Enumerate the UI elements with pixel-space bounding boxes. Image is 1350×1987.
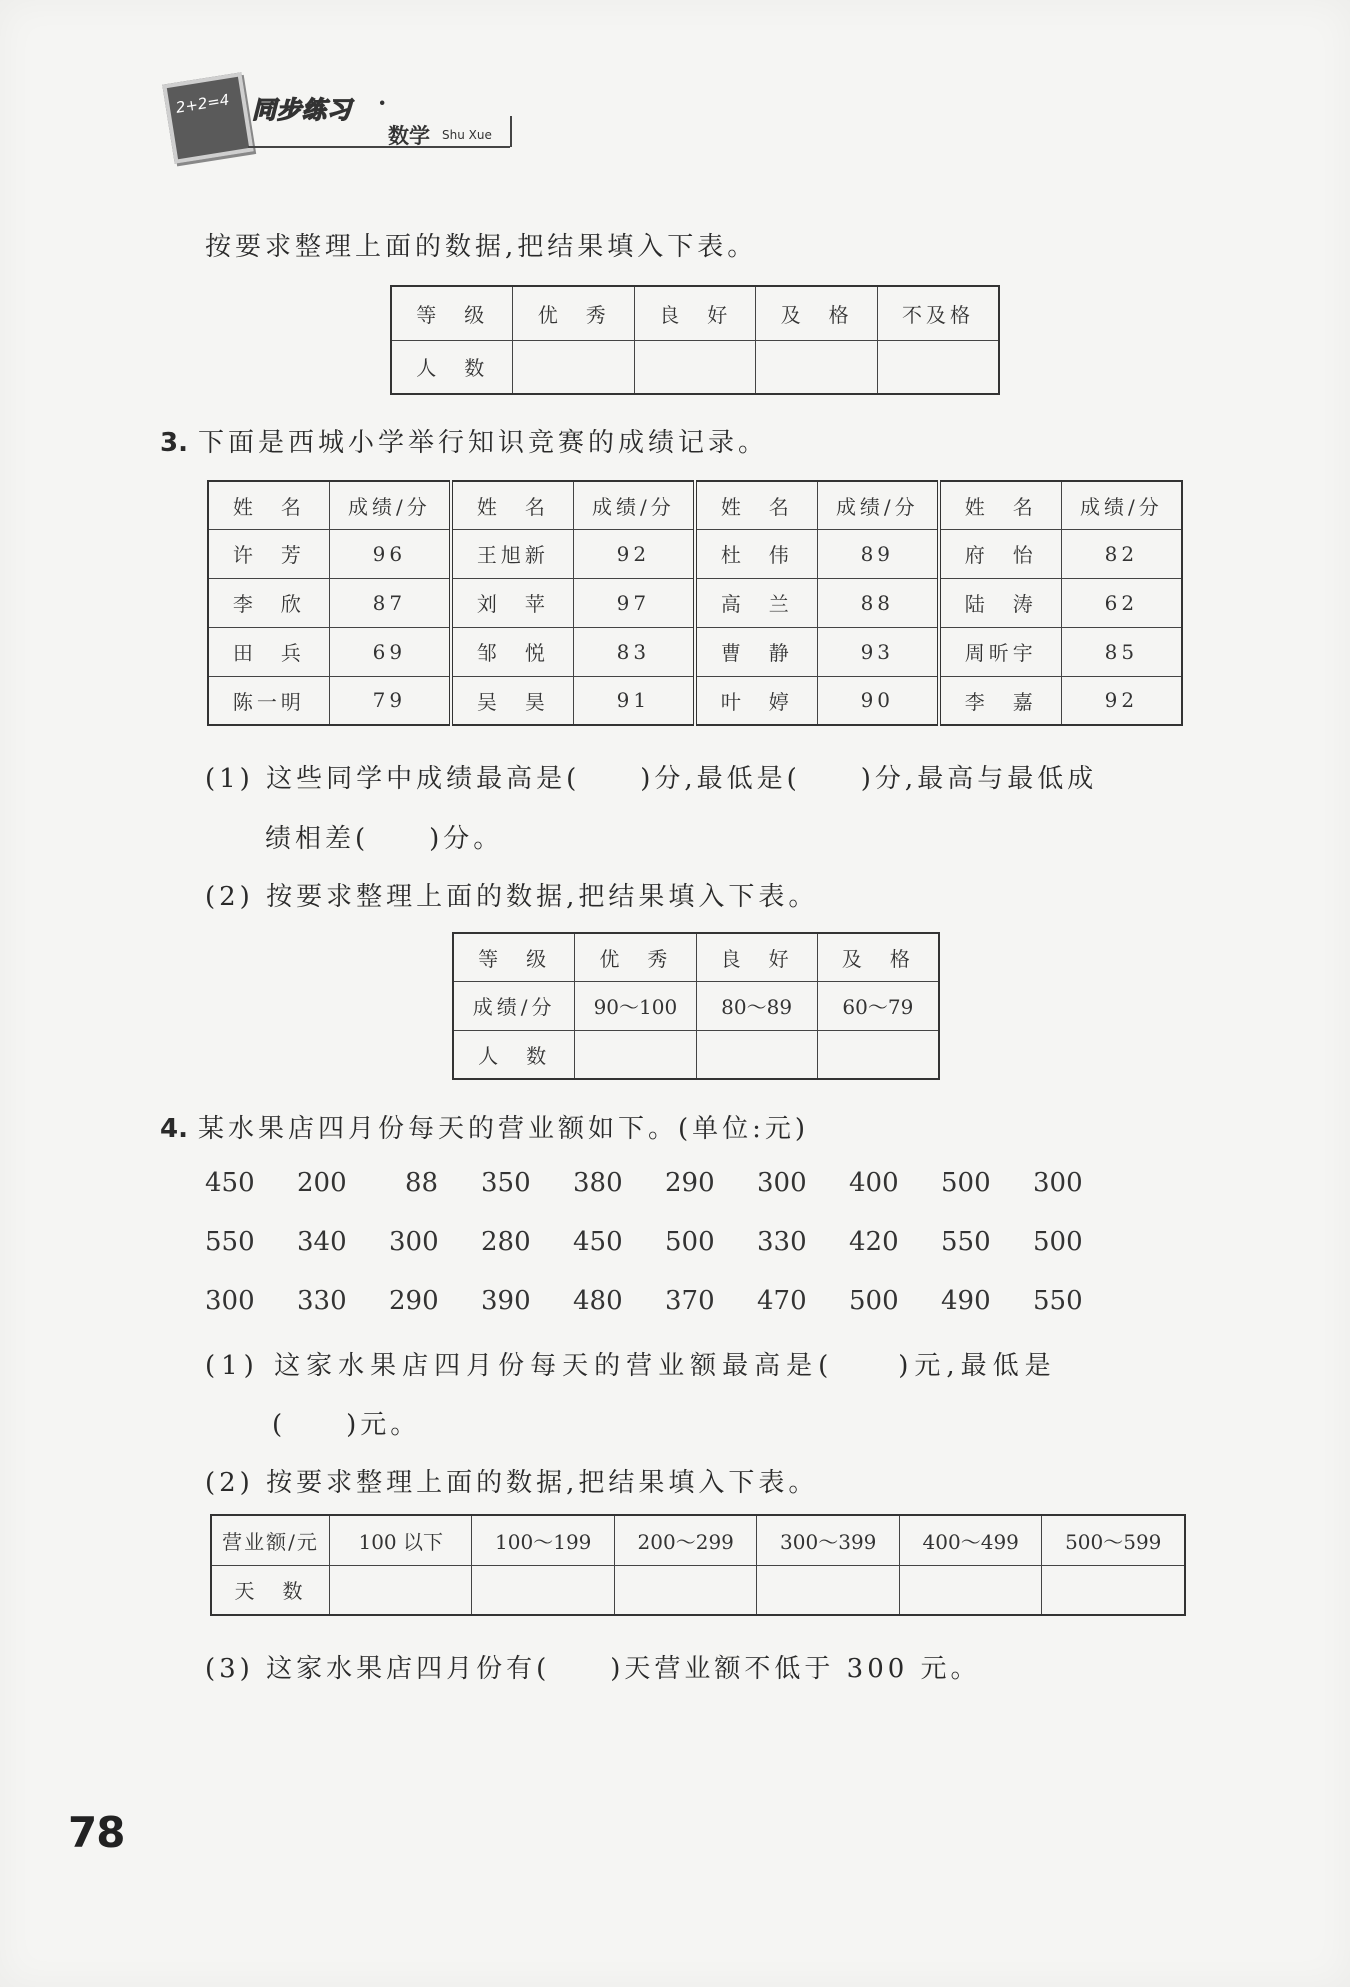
revenue-value: 300 xyxy=(205,1286,255,1316)
student-score: 93 xyxy=(817,627,939,676)
range-cell: 60～79 xyxy=(817,981,939,1030)
question-text: 某水果店四月份每天的营业额如下。(单位:元) xyxy=(197,1114,810,1144)
revenue-value: 550 xyxy=(205,1227,255,1257)
student-name: 李 欣 xyxy=(208,578,329,627)
row-label: 营业额/元 xyxy=(211,1515,329,1565)
grade-count-table xyxy=(390,285,1000,395)
answer-cell[interactable] xyxy=(513,340,634,394)
revenue-value: 290 xyxy=(665,1168,715,1198)
answer-cell[interactable] xyxy=(756,340,877,394)
table-header-cell: 优 秀 xyxy=(575,933,696,981)
student-name: 杜 伟 xyxy=(695,529,817,578)
blackboard-icon xyxy=(162,72,254,164)
revenue-value: 450 xyxy=(573,1227,623,1257)
student-name: 曹 静 xyxy=(695,627,817,676)
range-cell: 90～100 xyxy=(575,981,696,1030)
student-name: 邹 悦 xyxy=(451,627,573,676)
revenue-value: 330 xyxy=(757,1227,807,1257)
student-name: 许 芳 xyxy=(208,529,329,578)
range-cell: 100 以下 xyxy=(329,1515,472,1565)
score-record-table xyxy=(207,480,1183,726)
answer-cell[interactable] xyxy=(575,1030,696,1079)
subject-label: 数学 xyxy=(388,124,430,148)
revenue-value: 390 xyxy=(481,1286,531,1316)
question-text: 下面是西城小学举行知识竞赛的成绩记录。 xyxy=(197,428,768,458)
revenue-value: 490 xyxy=(941,1286,991,1316)
title-dot: · xyxy=(378,88,387,117)
student-score: 92 xyxy=(1061,676,1182,725)
grade-range-table xyxy=(452,932,940,1080)
question-3 xyxy=(160,422,768,459)
student-name: 李 嘉 xyxy=(939,676,1061,725)
student-score: 88 xyxy=(817,578,939,627)
answer-cell[interactable] xyxy=(472,1565,615,1615)
range-cell: 100～199 xyxy=(472,1515,615,1565)
revenue-value: 300 xyxy=(757,1168,807,1198)
row-label: 人 数 xyxy=(391,340,513,394)
student-name: 周昕宇 xyxy=(939,627,1061,676)
student-name: 陆 涛 xyxy=(939,578,1061,627)
row-label: 人 数 xyxy=(453,1030,575,1079)
answer-cell[interactable] xyxy=(877,340,999,394)
score-header: 成绩/分 xyxy=(329,481,451,529)
revenue-value: 200 xyxy=(297,1168,347,1198)
question-number: 3. xyxy=(160,428,188,458)
student-score: 87 xyxy=(329,578,451,627)
score-header: 成绩/分 xyxy=(1061,481,1182,529)
q4-sub2: (2) 按要求整理上面的数据,把结果填入下表。 xyxy=(205,1468,819,1498)
question-number: 4. xyxy=(160,1114,188,1144)
page-header xyxy=(160,70,520,160)
score-header: 成绩/分 xyxy=(573,481,695,529)
q3-sub2: (2) 按要求整理上面的数据,把结果填入下表。 xyxy=(205,882,819,912)
range-cell: 200～299 xyxy=(614,1515,757,1565)
answer-cell[interactable] xyxy=(329,1565,472,1615)
revenue-value: 500 xyxy=(941,1168,991,1198)
header-divider xyxy=(248,146,510,148)
table-header-cell: 等 级 xyxy=(391,286,513,340)
q4-sub3: (3) 这家水果店四月份有( )天营业额不低于 300 元。 xyxy=(205,1654,981,1684)
student-score: 90 xyxy=(817,676,939,725)
student-score: 89 xyxy=(817,529,939,578)
q3-sub1-line2: 绩相差( )分。 xyxy=(265,824,504,854)
student-name: 王旭新 xyxy=(451,529,573,578)
table-header-cell: 良 好 xyxy=(634,286,755,340)
table-header-cell: 及 格 xyxy=(756,286,877,340)
student-name: 吴 昊 xyxy=(451,676,573,725)
revenue-value: 290 xyxy=(389,1286,439,1316)
name-header: 姓 名 xyxy=(451,481,573,529)
answer-cell[interactable] xyxy=(634,340,755,394)
revenue-value: 88 xyxy=(405,1168,439,1198)
student-name: 陈一明 xyxy=(208,676,329,725)
question-4 xyxy=(160,1108,809,1145)
student-score: 92 xyxy=(573,529,695,578)
student-score: 69 xyxy=(329,627,451,676)
row-label: 天 数 xyxy=(211,1565,329,1615)
answer-cell[interactable] xyxy=(899,1565,1042,1615)
range-cell: 80～89 xyxy=(696,981,817,1030)
answer-cell[interactable] xyxy=(614,1565,757,1615)
row-label: 成绩/分 xyxy=(453,981,575,1030)
student-score: 62 xyxy=(1061,578,1182,627)
page-number: 78 xyxy=(68,1808,125,1857)
student-name: 叶 婷 xyxy=(695,676,817,725)
student-score: 79 xyxy=(329,676,451,725)
intro-instruction: 按要求整理上面的数据,把结果填入下表。 xyxy=(205,232,758,262)
q3-sub1-line1: (1) 这些同学中成绩最高是( )分,最低是( )分,最高与最低成 xyxy=(205,764,1098,794)
answer-cell[interactable] xyxy=(817,1030,939,1079)
revenue-value: 380 xyxy=(573,1168,623,1198)
revenue-value: 350 xyxy=(481,1168,531,1198)
revenue-value: 470 xyxy=(757,1286,807,1316)
answer-cell[interactable] xyxy=(1042,1565,1185,1615)
name-header: 姓 名 xyxy=(939,481,1061,529)
revenue-value: 370 xyxy=(665,1286,715,1316)
q4-sub1-line2: ( )元。 xyxy=(272,1410,421,1440)
answer-cell[interactable] xyxy=(757,1565,900,1615)
revenue-value: 340 xyxy=(297,1227,347,1257)
revenue-value: 300 xyxy=(1033,1168,1083,1198)
table-header-cell: 不及格 xyxy=(877,286,999,340)
student-score: 91 xyxy=(573,676,695,725)
revenue-value: 280 xyxy=(481,1227,531,1257)
table-header-cell: 及 格 xyxy=(817,933,939,981)
student-score: 85 xyxy=(1061,627,1182,676)
revenue-value: 550 xyxy=(1033,1286,1083,1316)
table-header-cell: 优 秀 xyxy=(513,286,634,340)
header-divider-end xyxy=(510,116,512,147)
revenue-value: 420 xyxy=(849,1227,899,1257)
revenue-value: 400 xyxy=(849,1168,899,1198)
student-name: 刘 苹 xyxy=(451,578,573,627)
revenue-value: 330 xyxy=(297,1286,347,1316)
range-cell: 300～399 xyxy=(757,1515,900,1565)
student-score: 96 xyxy=(329,529,451,578)
subject-pinyin: Shu Xue xyxy=(442,128,492,142)
answer-cell[interactable] xyxy=(696,1030,817,1079)
revenue-value: 500 xyxy=(1033,1227,1083,1257)
range-cell: 400～499 xyxy=(899,1515,1042,1565)
revenue-value: 500 xyxy=(665,1227,715,1257)
student-score: 82 xyxy=(1061,529,1182,578)
student-score: 83 xyxy=(573,627,695,676)
revenue-value: 300 xyxy=(389,1227,439,1257)
revenue-value: 480 xyxy=(573,1286,623,1316)
name-header: 姓 名 xyxy=(695,481,817,529)
range-cell: 500～599 xyxy=(1042,1515,1185,1565)
revenue-value: 450 xyxy=(205,1168,255,1198)
student-name: 田 兵 xyxy=(208,627,329,676)
student-score: 97 xyxy=(573,578,695,627)
board-text: 2+2=4 xyxy=(174,90,231,117)
student-name: 高 兰 xyxy=(695,578,817,627)
series-title: 同步练习 xyxy=(252,96,352,124)
revenue-value: 500 xyxy=(849,1286,899,1316)
name-header: 姓 名 xyxy=(208,481,329,529)
revenue-value: 550 xyxy=(941,1227,991,1257)
revenue-range-table xyxy=(210,1514,1186,1616)
q4-sub1-line1: (1) 这家水果店四月份每天的营业额最高是( )元,最低是 xyxy=(205,1351,1057,1381)
score-header: 成绩/分 xyxy=(817,481,939,529)
student-name: 府 怡 xyxy=(939,529,1061,578)
table-header-cell: 良 好 xyxy=(696,933,817,981)
table-header-cell: 等 级 xyxy=(453,933,575,981)
